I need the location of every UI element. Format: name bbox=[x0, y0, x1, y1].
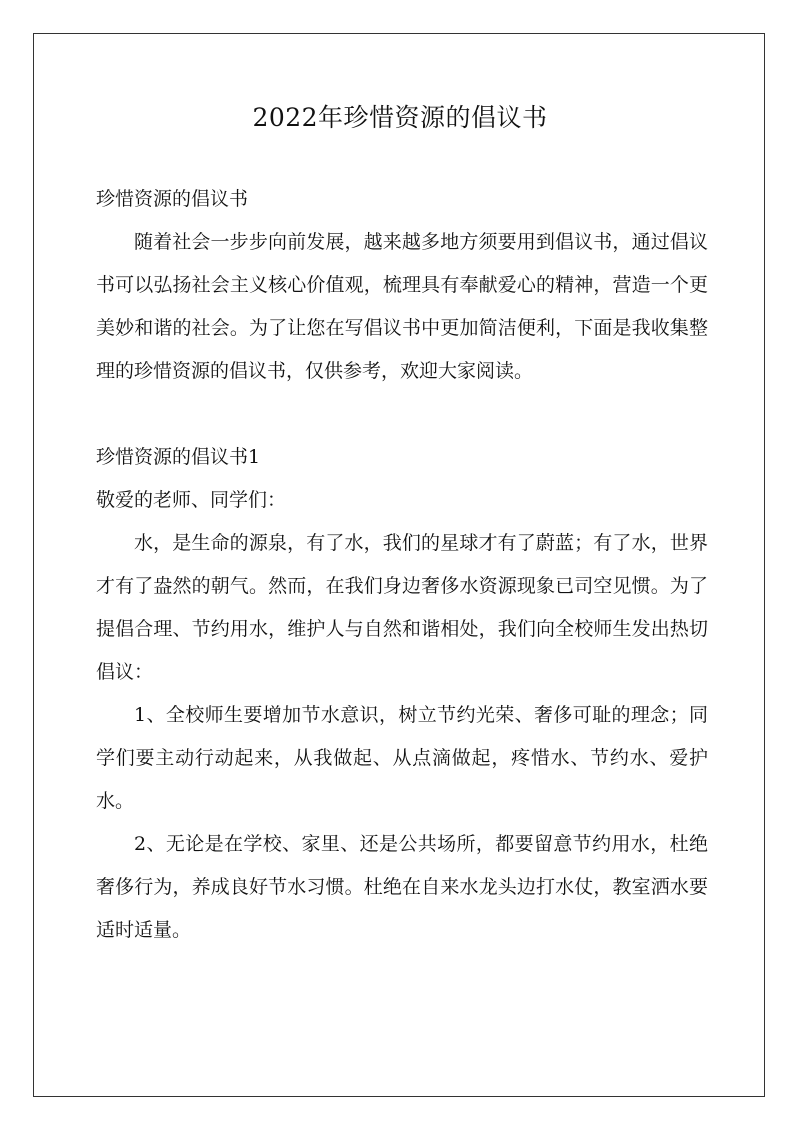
body-paragraph: 水，是生命的源泉，有了水，我们的星球才有了蔚蓝；有了水，世界才有了盎然的朝气。然而，在我们身边奢侈水资源现象已司空见惯。为了提倡合理、节约用水，维护人与自然和谐相处，我们向全校师生发出热切倡议： bbox=[96, 532, 708, 683]
body-paragraph: 2、无论是在学校、家里、还是公共场所，都要留意节约用水，杜绝奢侈行为，养成良好节水习惯。杜绝在自来水龙头边打水仗，教室洒水要适时适量。 bbox=[96, 833, 708, 941]
intro-heading: 珍惜资源的倡议书 bbox=[96, 188, 249, 210]
salutation: 敬爱的老师、同学们： bbox=[96, 489, 287, 511]
document-title: 2022年珍惜资源的倡议书 bbox=[252, 103, 548, 132]
paragraph-spacer bbox=[96, 393, 708, 436]
body-paragraph: 1、全校师生要增加节水意识，树立节约光荣、奢侈可耻的理念；同学们要主动行动起来，从我做起、从点滴做起，疼惜水、节约水、爱护水。 bbox=[96, 704, 708, 812]
intro-paragraph: 随着社会一步步向前发展，越来越多地方须要用到倡议书，通过倡议书可以弘扬社会主义核心价值观，梳理具有奉献爱心的精神，营造一个更美妙和谐的社会。为了让您在写倡议书中更加简洁便利，下面是我收集整理的珍惜资源的倡议书，仅供参考，欢迎大家阅读。 bbox=[96, 231, 708, 382]
document-body bbox=[96, 178, 708, 952]
section-heading: 珍惜资源的倡议书1 bbox=[96, 446, 261, 468]
